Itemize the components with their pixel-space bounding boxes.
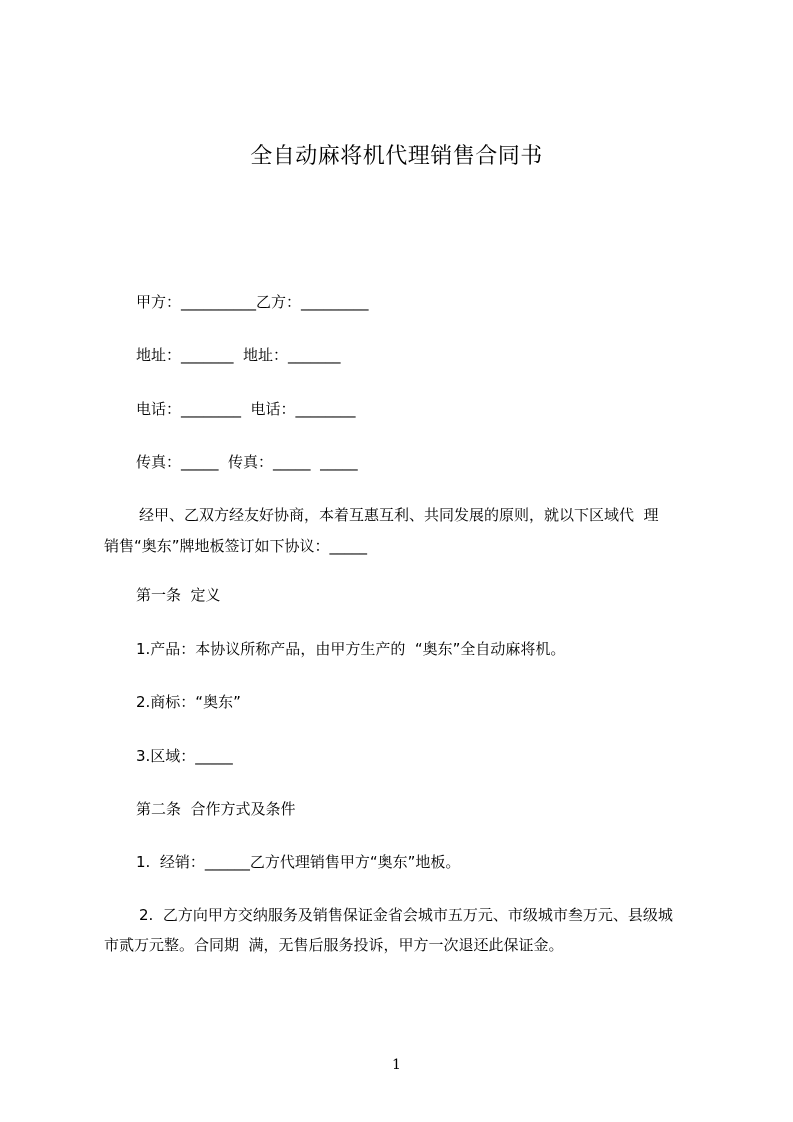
intro-line-1: 经甲、乙双方经友好协商，本着互惠互利、共同发展的原则，就以下区域代 理	[139, 506, 659, 524]
article-1-item-trademark: 2.商标：“奥东”	[136, 693, 241, 711]
address-line: 地址：_______ 地址：_______	[136, 346, 341, 364]
article-2-item-deposit-line-1: 2. 乙方向甲方交纳服务及销售保证金省会城市五万元、市级城市叁万元、县级城	[139, 906, 673, 924]
intro-line-2: 销售“奥东”牌地板签订如下协议：_____	[104, 537, 368, 555]
article-1-item-region: 3.区域：_____	[136, 747, 233, 765]
fax-line: 传真：_____ 传真：_____ _____	[136, 453, 358, 471]
article-2-heading: 第二条 合作方式及条件	[136, 800, 296, 818]
article-2-item-distribution: 1. 经销：______乙方代理销售甲方“奥东”地板。	[136, 853, 461, 871]
phone-line: 电话：________ 电话：________	[136, 400, 356, 418]
party-names-line: 甲方：__________乙方：_________	[136, 293, 369, 311]
document-title: 全自动麻将机代理销售合同书	[250, 144, 543, 169]
page-number: 1	[392, 1057, 401, 1073]
article-1-heading: 第一条 定义	[136, 586, 221, 604]
article-2-item-deposit-line-2: 市贰万元整。合同期 满，无售后服务投诉，甲方一次退还此保证金。	[104, 936, 564, 954]
article-1-item-product: 1.产品：本协议所称产品，由甲方生产的 “奥东”全自动麻将机。	[136, 640, 566, 658]
